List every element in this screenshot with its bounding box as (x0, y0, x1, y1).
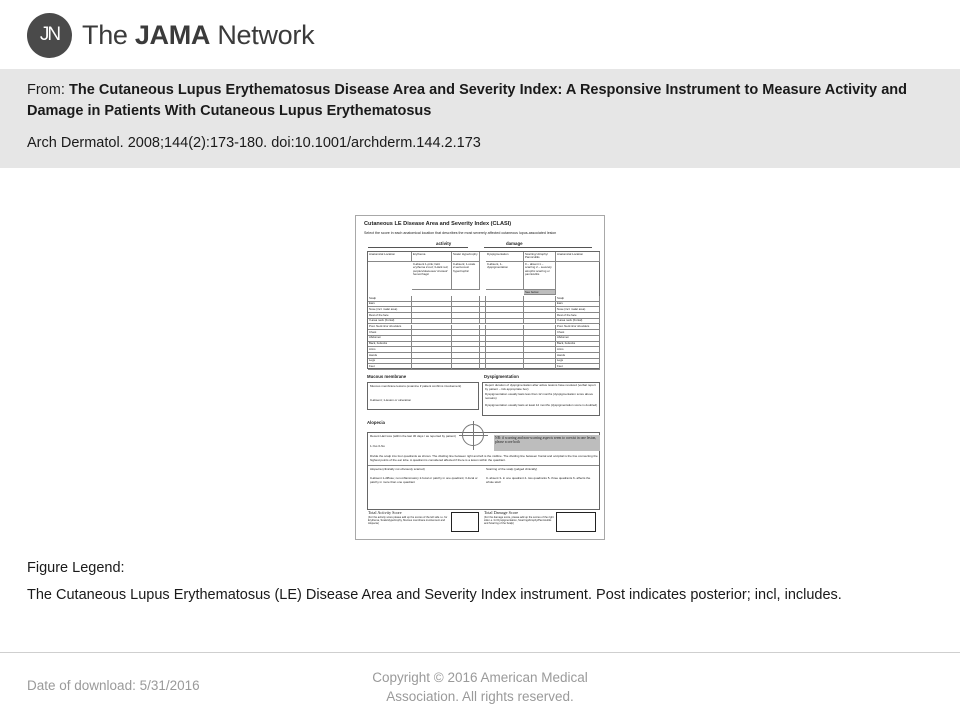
col-scarring: Scarring/ Atrophy/ Panniculitis (524, 252, 556, 262)
main-table (367, 251, 600, 369)
mucous-scores: 0-absent; 1-lesion or ulceration (370, 399, 412, 402)
location-label-left: Abdomen (368, 336, 412, 342)
location-label-left: V-area neck (frontal) (368, 319, 412, 325)
scarring-scalp-scores: 0- absent 3- in one quadrant 4- two quadrants 5- three quadrants 6- affects the whole skull (486, 477, 591, 484)
footer-divider (0, 652, 960, 653)
score-cell (524, 364, 556, 370)
location-label-right: Rest of the face (556, 313, 600, 319)
figure-legend-label: Figure Legend: (27, 560, 125, 576)
location-label-right: Chest (556, 330, 600, 336)
figure-title: Cutaneous LE Disease Area and Severity Index (CLASI) (364, 221, 512, 227)
dyspigmentation-scores: 0-absent, 1-dyspigmentation (486, 262, 524, 290)
alopecia-heading: Alopecia (367, 420, 385, 425)
download-date: Date of download: 5/31/2016 (27, 678, 200, 693)
alopecia-divider (368, 465, 599, 466)
location-label-right: Abdomen (556, 336, 600, 342)
alopecia-box (367, 432, 600, 510)
jama-network-logo[interactable] (27, 12, 314, 58)
see-below-cell: See below (524, 290, 556, 295)
col-scale: Scale/ Hypertrophy (452, 252, 480, 262)
location-label-left: Nose (incl. malar area) (368, 307, 412, 313)
jn-logo-badge: JN (27, 13, 72, 58)
total-damage-label: Total Damage Score (484, 511, 519, 515)
quadrant-text: Divide the scalp into four quadrants as shown. The dividing line between right and left is the midline. The dividing line between frontal and occipital is the line connecting the highest points of the ear lobe. A quadrant is considered affected if there is a lesion within the quadrant. (370, 455, 598, 462)
location-label-left: Rest of the face (368, 313, 412, 319)
dyspig-option-2: Dyspigmentation usually lasts at least 12 months (dyspigmentation score is doubled) (485, 404, 598, 407)
location-label-left: Post. Neck &/or shoulders (368, 325, 412, 331)
dyspig-option-1: Dyspigmentation usually lasts less than 12 months (dyspigmentation score above remains) (485, 393, 594, 400)
scarring-scalp: Scarring of the scalp (judged clinically) (486, 468, 538, 471)
location-label-right: V-area neck (frontal) (556, 319, 600, 325)
total-activity-label: Total Activity Score (368, 511, 402, 515)
location-label-right: Hands (556, 353, 600, 359)
alopecia-recent-scores: 1-Yes 0-No (370, 445, 385, 448)
article-source: Arch Dermatol. 2008;144(2):173-180. doi:10.1001/archderm.144.2.173 (27, 135, 481, 151)
alopecia-recent: Recent Hair loss (within the last 30 days / as reported by patient) (370, 435, 456, 438)
location-label-right: Scalp (556, 296, 600, 302)
alopecia-clinically: Alopecia (clinically not obviously scarred) (370, 468, 425, 471)
col-erythema: Erythema (412, 252, 452, 262)
col-dyspigmentation: Dyspigmentation (486, 252, 524, 262)
erythema-scores: 0-absent 1-pink; faint erythema 2-red; 3-dark red; purple/violaceous/ crusted/ hemorrhagic (412, 262, 452, 290)
location-label-right: Nose (incl. malar area) (556, 307, 600, 313)
logo-text-prefix: The (82, 19, 135, 50)
mucous-text: Mucous membrane lesions (examine if patient confirms involvement) (370, 385, 462, 388)
clasi-figure[interactable] (355, 215, 605, 540)
scale-scores: 0-absent; 1-scale 2-verrucous/ hypertrophic (452, 262, 480, 290)
dyspig-heading: Dyspigmentation (484, 374, 519, 379)
damage-label: damage (506, 241, 523, 246)
damage-arrow (484, 247, 592, 248)
nb-note: NB: if scarring and non-scarring aspects seem to coexist in one lesion, please score both (494, 435, 600, 451)
article-title (27, 80, 907, 122)
col-anatomical-location: Anatomical Location (368, 252, 412, 262)
dyspig-box (482, 382, 600, 416)
activity-label: activity (436, 241, 452, 246)
location-label-right: Legs (556, 359, 600, 365)
figure-legend-text: The Cutaneous Lupus Erythematosus (LE) Disease Area and Severity Index instrument. Post indicates posterior; incl, includes. (27, 587, 842, 603)
col-anatomical-location-right: Anatomical Location (556, 252, 600, 262)
location-label-left: Back, buttocks (368, 342, 412, 348)
alopecia-clinically-scores: 0-absent 1-diffuse; non-inflammatory 2-focal or patchy in one quadrant; 3-focal or patchy in more than one quadrant (370, 477, 478, 484)
location-label-left: Feet (368, 364, 412, 370)
location-label-left: Scalp (368, 296, 412, 302)
mucous-heading: Mucous membrane (367, 374, 407, 379)
article-title-text: The Cutaneous Lupus Erythematosus Disease Area and Severity Index: A Responsive Instrument to Measure Activity and Damage in Patients With Cutaneous Lupus Erythematosus (27, 82, 907, 119)
logo-text-suffix: Network (210, 19, 315, 50)
scarring-scores: 0 – absent 1 – scarring 2 – severely atrophic scarring or panniculitis (524, 262, 556, 290)
location-label-right: Arms (556, 347, 600, 353)
location-label-left: Arms (368, 347, 412, 353)
scalp-quadrant-icon (462, 424, 484, 446)
score-cell (412, 364, 452, 370)
total-activity-box (451, 512, 479, 532)
score-cell (452, 364, 480, 370)
total-damage-box (556, 512, 596, 532)
location-label-right: Ears (556, 302, 600, 308)
location-label-left: Chest (368, 330, 412, 336)
activity-arrow (368, 247, 468, 248)
dyspig-text: Report duration of dyspigmentation after active lesions have resolved (verbal report by patient – tick appropriate box) (485, 384, 596, 391)
score-cell (486, 364, 524, 370)
from-label: From: (27, 82, 69, 98)
citation-band (0, 69, 960, 168)
total-activity-note: (For the activity score please add up the scores of the left side i.e. for Erythema, Scale/Hypertrophy, Mucous membrane involvement and Alopecia) (368, 516, 448, 525)
location-label-left: Legs (368, 359, 412, 365)
location-label-left: Hands (368, 353, 412, 359)
location-label-right: Back, buttocks (556, 342, 600, 348)
total-damage-note: (For the damage score, please add up the scores of the right side i.e. for Dyspigmentation, Scarring/Atrophy/Panniculitis and Scarring of the Scalp) (484, 516, 554, 525)
location-label-left: Ears (368, 302, 412, 308)
logo-wordmark (82, 20, 314, 51)
mucous-box (367, 382, 479, 410)
copyright-notice: Copyright © 2016 American Medical Association. All rights reserved. (372, 670, 588, 704)
location-label-right: Feet (556, 364, 600, 370)
logo-text-bold: JAMA (134, 19, 211, 50)
figure-instruction: Select the score in each anatomical location that describes the most severely affected cutaneous lupus-associated lesion (364, 231, 557, 235)
location-label-right: Post. Neck &/or shoulders (556, 325, 600, 331)
